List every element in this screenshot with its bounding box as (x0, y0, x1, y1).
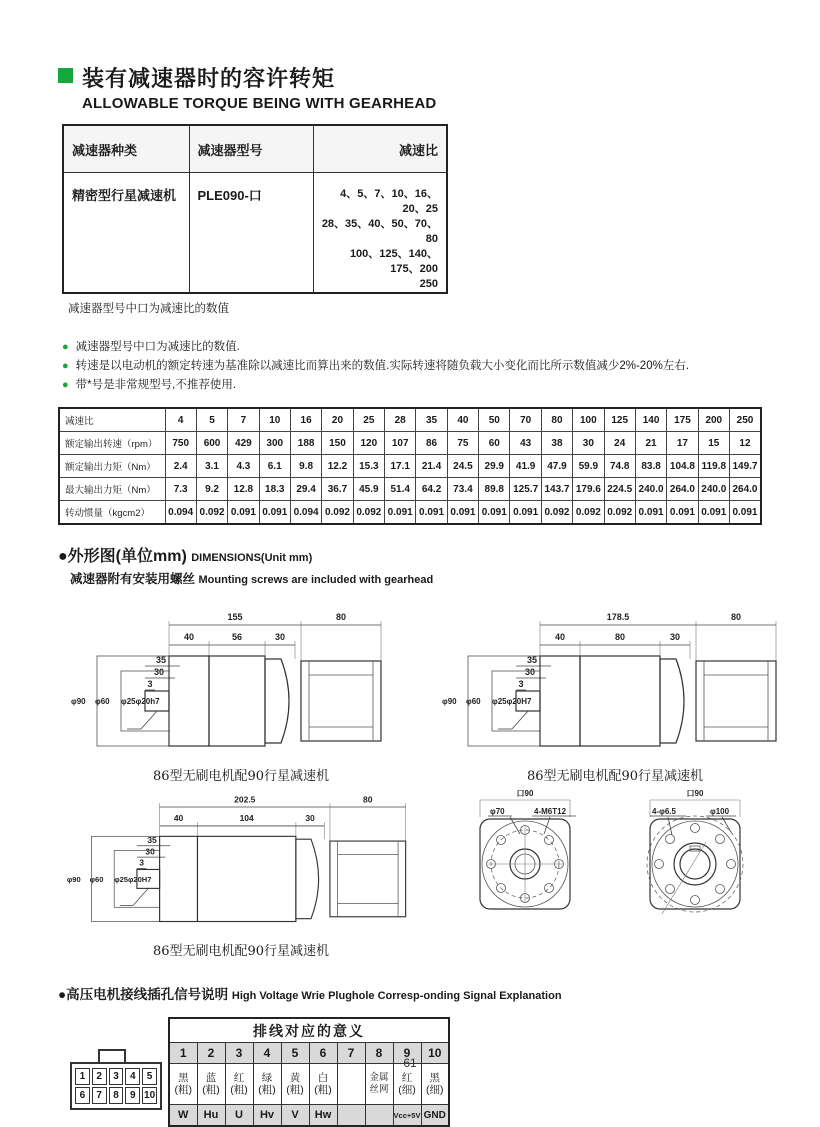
drawing-caption: 86型无刷电机配90行星减速机 (152, 944, 330, 959)
spec-value-cell: 0.091 (635, 501, 666, 525)
pin-number-cell: 1 (169, 1043, 197, 1064)
spec-ratio-cell: 28 (385, 408, 416, 432)
spec-row-inertia (59, 501, 761, 525)
spec-ratio-cell: 7 (228, 408, 259, 432)
spec-value-cell: 150 (322, 432, 353, 455)
dimensions-sub-en: Mounting screws are included with gearhead (198, 574, 434, 586)
svg-text:35: 35 (526, 655, 538, 665)
svg-text:φ60: φ60 (466, 697, 481, 706)
signal-name-cell: GND (421, 1105, 449, 1127)
signal-name-cell: V (281, 1105, 309, 1127)
svg-text:40: 40 (554, 632, 566, 642)
spec-value-cell: 2.4 (165, 455, 196, 478)
spec-value-cell: 17 (667, 432, 698, 455)
svg-text:56: 56 (231, 632, 242, 642)
dimensions-heading-cn: ●外形图(单位mm) (58, 548, 187, 565)
spec-value-cell: 240.0 (698, 478, 729, 501)
svg-text:φ70: φ70 (490, 807, 505, 816)
svg-text:φ25φ20h7: φ25φ20h7 (120, 697, 160, 706)
spec-value-cell: 18.3 (259, 478, 290, 501)
spec-value-cell: 59.9 (573, 455, 604, 478)
pin-number-cell: 4 (253, 1043, 281, 1064)
spec-value-cell: 7.3 (165, 478, 196, 501)
svg-text:φ90: φ90 (66, 874, 81, 884)
spec-value-cell: 0.091 (667, 501, 698, 525)
svg-text:155: 155 (226, 612, 243, 622)
signal-name-cell: Hu (197, 1105, 225, 1127)
gearhead-type-cell: 精密型行星减速机 (63, 173, 189, 294)
spec-value-cell: 74.8 (604, 455, 635, 478)
flange-front-views (460, 784, 770, 929)
svg-text:40: 40 (183, 632, 194, 642)
spec-ratio-cell: 4 (165, 408, 196, 432)
spec-value-cell: 15 (698, 432, 729, 455)
plug-pin-cell: 3 (109, 1068, 124, 1085)
spec-value-cell: 21.4 (416, 455, 447, 478)
signal-name-row (169, 1105, 449, 1127)
drawing-caption: 86型无刷电机配90行星减速机 (152, 769, 330, 784)
signal-name-cell: W (169, 1105, 197, 1127)
gearhead-model-cell: PLE090-口 (189, 173, 313, 294)
notes-list (62, 338, 762, 395)
spec-value-cell: 143.7 (541, 478, 572, 501)
page-number: 61 (403, 1056, 417, 1070)
wire-color-cell: 绿(粗) (253, 1064, 281, 1105)
signal-name-cell (365, 1105, 393, 1127)
table-note: 减速器型号中口为减速比的数值 (68, 303, 229, 315)
spec-value-cell: 89.8 (479, 478, 510, 501)
plug-pin-cell: 5 (142, 1068, 157, 1085)
svg-text:φ25φ20H7: φ25φ20H7 (492, 697, 532, 706)
svg-text:口90: 口90 (686, 789, 704, 798)
flange-views-block (432, 784, 798, 959)
drawing-block-2 (432, 601, 798, 784)
spec-ratio-cell: 20 (322, 408, 353, 432)
spec-value-cell: 24 (604, 432, 635, 455)
plug-pin-cell: 1 (75, 1068, 90, 1085)
svg-text:35: 35 (147, 834, 157, 845)
spec-value-cell: 0.091 (698, 501, 729, 525)
spec-value-cell: 29.9 (479, 455, 510, 478)
spec-value-cell: 107 (385, 432, 416, 455)
svg-text:202.5: 202.5 (234, 794, 256, 805)
spec-ratio-cell: 250 (729, 408, 761, 432)
spec-value-cell: 86 (416, 432, 447, 455)
spec-value-cell: 36.7 (322, 478, 353, 501)
spec-ratio-cell: 80 (541, 408, 572, 432)
svg-text:30: 30 (153, 667, 164, 677)
wire-color-cell: 黑(细) (421, 1064, 449, 1105)
spec-value-cell: 21 (635, 432, 666, 455)
spec-value-cell: 429 (228, 432, 259, 455)
spec-ratio-cell: 50 (479, 408, 510, 432)
spec-value-cell: 0.091 (447, 501, 478, 525)
svg-text:3: 3 (146, 679, 153, 689)
gearhead-summary-table (62, 124, 448, 294)
spec-value-cell: 0.092 (322, 501, 353, 525)
spec-value-cell: 30 (573, 432, 604, 455)
gearhead-data-row (63, 173, 447, 294)
spec-value-cell: 75 (447, 432, 478, 455)
gearhead-ratio-cell (313, 173, 447, 294)
spec-value-cell: 125.7 (510, 478, 541, 501)
svg-text:φ60: φ60 (89, 874, 104, 884)
spec-ratio-cell: 175 (667, 408, 698, 432)
spec-value-cell: 104.8 (667, 455, 698, 478)
plug-pin-cell: 4 (125, 1068, 140, 1085)
spec-ratio-cell: 35 (416, 408, 447, 432)
spec-value-cell: 264.0 (667, 478, 698, 501)
drawing-block-3 (58, 784, 424, 959)
spec-value-cell: 0.091 (729, 501, 761, 525)
spec-row-rated-torque (59, 455, 761, 478)
svg-text:4-M6T12: 4-M6T12 (534, 807, 567, 816)
spec-value-cell: 0.092 (573, 501, 604, 525)
signal-table-title-row (169, 1018, 449, 1043)
spec-value-cell: 6.1 (259, 455, 290, 478)
spec-value-cell: 600 (196, 432, 227, 455)
signal-table (168, 1017, 450, 1127)
side-view-drawing-1 (69, 601, 414, 761)
spec-value-cell: 149.7 (729, 455, 761, 478)
svg-text:104: 104 (239, 813, 254, 824)
note-text: 带*号是非常规型号,不推荐使用. (75, 379, 237, 391)
ratio-line: 250 (419, 278, 438, 290)
svg-text:口90: 口90 (516, 789, 534, 798)
spec-value-cell: 0.094 (290, 501, 321, 525)
spec-ratio-cell: 70 (510, 408, 541, 432)
plug-pin-cell: 8 (109, 1087, 124, 1104)
spec-value-cell: 45.9 (353, 478, 384, 501)
svg-text:80: 80 (730, 612, 742, 622)
spec-value-cell: 38 (541, 432, 572, 455)
plug-pin-cell: 10 (142, 1087, 157, 1104)
wire-color-cell: 黄(粗) (281, 1064, 309, 1105)
plug-pin-row (75, 1087, 157, 1104)
spec-value-cell: 29.4 (290, 478, 321, 501)
ratio-line: 100、125、140、175、200 (349, 248, 438, 275)
spec-row-label: 额定输出转速（rpm） (59, 432, 165, 455)
spec-row-max-torque (59, 478, 761, 501)
wire-color-cell: 白(粗) (309, 1064, 337, 1105)
spec-value-cell: 60 (479, 432, 510, 455)
signal-name-cell: Hw (309, 1105, 337, 1127)
pin-number-cell: 7 (337, 1043, 365, 1064)
svg-text:3: 3 (139, 857, 145, 868)
gearhead-model-header: 减速器型号 (189, 125, 313, 173)
page-subtitle: ALLOWABLE TORQUE BEING WITH GEARHEAD (82, 95, 437, 112)
plug-pin-cell: 7 (92, 1087, 107, 1104)
spec-value-cell: 64.2 (416, 478, 447, 501)
spec-value-cell: 188 (290, 432, 321, 455)
gearhead-type-header: 减速器种类 (63, 125, 189, 173)
spec-value-cell: 4.3 (228, 455, 259, 478)
spec-value-cell: 0.092 (196, 501, 227, 525)
spec-value-cell: 0.092 (604, 501, 635, 525)
ratio-line: 4、5、7、10、16、20、25 (340, 188, 438, 215)
pin-number-cell: 3 (225, 1043, 253, 1064)
wire-color-cell: 红(粗) (225, 1064, 253, 1105)
ratio-line: 28、35、40、50、70、80 (321, 218, 438, 245)
svg-text:80: 80 (363, 794, 373, 805)
spec-value-cell: 24.5 (447, 455, 478, 478)
spec-row-speed (59, 432, 761, 455)
wire-color-cell: 黑(粗) (169, 1064, 197, 1105)
dimensions-section-heading (58, 543, 762, 566)
spec-ratio-cell: 5 (196, 408, 227, 432)
spec-value-cell: 0.091 (416, 501, 447, 525)
wire-color-cell: 蓝(粗) (197, 1064, 225, 1105)
green-square-bullet-icon (58, 68, 73, 83)
spec-ratio-cell: 10 (259, 408, 290, 432)
drawings-grid (58, 601, 762, 959)
spec-value-cell: 51.4 (385, 478, 416, 501)
spec-value-cell: 9.8 (290, 455, 321, 478)
spec-value-cell: 83.8 (635, 455, 666, 478)
signal-content-row (58, 1017, 762, 1127)
pin-number-cell: 10 (421, 1043, 449, 1064)
spec-value-cell: 47.9 (541, 455, 572, 478)
page-title: 装有减速器时的容许转矩 (82, 66, 336, 91)
spec-value-cell: 0.091 (259, 501, 290, 525)
spec-value-cell: 750 (165, 432, 196, 455)
plug-pin-cell: 9 (125, 1087, 140, 1104)
signal-name-cell: Hv (253, 1105, 281, 1127)
svg-text:35: 35 (155, 655, 166, 665)
svg-text:φ25φ20H7: φ25φ20H7 (114, 874, 152, 884)
spec-ratio-cell: 25 (353, 408, 384, 432)
spec-value-cell: 12.2 (322, 455, 353, 478)
spec-value-cell: 73.4 (447, 478, 478, 501)
svg-text:φ60: φ60 (94, 697, 110, 706)
note-text: 转速是以电动机的额定转速为基准除以减速比而算出来的数值.实际转速将随负载大小变化而比所示数值减少2%-20%左右. (75, 360, 690, 372)
svg-text:φ100: φ100 (710, 807, 730, 816)
spec-table (58, 407, 762, 525)
spec-value-cell: 41.9 (510, 455, 541, 478)
spec-value-cell: 224.5 (604, 478, 635, 501)
svg-text:φ90: φ90 (442, 697, 457, 706)
spec-value-cell: 0.091 (479, 501, 510, 525)
wire-color-cell: 金属丝网 (365, 1064, 393, 1105)
signal-name-cell: Vcc+5V (393, 1105, 421, 1127)
spec-value-cell: 15.3 (353, 455, 384, 478)
note-item (62, 357, 762, 376)
spec-ratio-cell: 40 (447, 408, 478, 432)
signal-table-title: 排线对应的意义 (169, 1018, 449, 1043)
note-item (62, 338, 762, 357)
green-dot-icon: ● (62, 379, 69, 391)
signal-name-cell: U (225, 1105, 253, 1127)
svg-text:30: 30 (305, 813, 315, 824)
pin-number-cell: 2 (197, 1043, 225, 1064)
spec-value-cell: 120 (353, 432, 384, 455)
wire-color-cell: 红(细) (393, 1064, 421, 1105)
side-view-drawing-2 (440, 601, 790, 761)
drawing-block-1 (58, 601, 424, 784)
spec-value-cell: 3.1 (196, 455, 227, 478)
svg-text:30: 30 (524, 667, 536, 677)
spec-ratio-row (59, 408, 761, 432)
svg-text:30: 30 (274, 632, 285, 642)
spec-value-cell: 0.091 (385, 501, 416, 525)
dimensions-subheading (70, 569, 762, 587)
pin-number-cell: 5 (281, 1043, 309, 1064)
spec-value-cell: 43 (510, 432, 541, 455)
page-title-row (58, 62, 762, 93)
signal-heading-cn: ●高压电机接线插孔信号说明 (58, 987, 229, 1002)
spec-value-cell: 9.2 (196, 478, 227, 501)
signal-name-cell (337, 1105, 365, 1127)
spec-header-label: 减速比 (59, 408, 165, 432)
spec-value-cell: 179.6 (573, 478, 604, 501)
dimensions-sub-cn: 减速器附有安装用螺丝 (70, 572, 196, 586)
svg-text:3: 3 (518, 679, 524, 689)
drawing-caption: 86型无刷电机配90行星减速机 (526, 769, 704, 784)
spec-value-cell: 0.094 (165, 501, 196, 525)
side-view-drawing-3 (65, 784, 417, 936)
spec-value-cell: 0.092 (353, 501, 384, 525)
spec-value-cell: 12 (729, 432, 761, 455)
spec-value-cell: 119.8 (698, 455, 729, 478)
svg-text:φ90: φ90 (70, 697, 86, 706)
spec-value-cell: 300 (259, 432, 290, 455)
signal-heading-en: High Voltage Wrie Plughole Corresp-onding Signal Explanation (231, 990, 562, 1002)
spec-value-cell: 12.8 (228, 478, 259, 501)
spec-value-cell: 0.092 (541, 501, 572, 525)
dimensions-heading-en: DIMENSIONS(Unit mm) (191, 552, 313, 564)
pin-number-cell: 6 (309, 1043, 337, 1064)
spec-ratio-cell: 100 (573, 408, 604, 432)
svg-text:30: 30 (145, 846, 155, 857)
spec-row-label: 转动惯量（kgcm2） (59, 501, 165, 525)
svg-text:4-φ6.5: 4-φ6.5 (652, 807, 676, 816)
svg-text:80: 80 (335, 612, 346, 622)
spec-value-cell: 0.091 (228, 501, 259, 525)
note-item (62, 376, 762, 395)
svg-text:80: 80 (614, 632, 626, 642)
spec-value-cell: 0.091 (510, 501, 541, 525)
note-text: 减速器型号中口为减速比的数值. (75, 341, 240, 353)
spec-ratio-cell: 125 (604, 408, 635, 432)
pin-number-cell: 8 (365, 1043, 393, 1064)
gearhead-ratio-header: 减速比 (313, 125, 447, 173)
signal-section-heading (58, 983, 762, 1003)
plug-pin-row (75, 1068, 157, 1085)
spec-ratio-cell: 140 (635, 408, 666, 432)
svg-text:178.5: 178.5 (606, 612, 630, 622)
spec-value-cell: 264.0 (729, 478, 761, 501)
spec-row-label: 额定输出力矩（Nm） (59, 455, 165, 478)
gearhead-header-row (63, 125, 447, 173)
spec-ratio-cell: 16 (290, 408, 321, 432)
plug-pin-cell: 6 (75, 1087, 90, 1104)
plug-pin-cell: 2 (92, 1068, 107, 1085)
pin-number-cell: 9 (393, 1043, 421, 1064)
spec-value-cell: 17.1 (385, 455, 416, 478)
spec-row-label: 最大输出力矩（Nm） (59, 478, 165, 501)
green-dot-icon: ● (62, 341, 69, 353)
svg-text:40: 40 (173, 813, 184, 824)
green-dot-icon: ● (62, 360, 69, 372)
spec-ratio-cell: 200 (698, 408, 729, 432)
spec-value-cell: 240.0 (635, 478, 666, 501)
svg-text:30: 30 (669, 632, 681, 642)
